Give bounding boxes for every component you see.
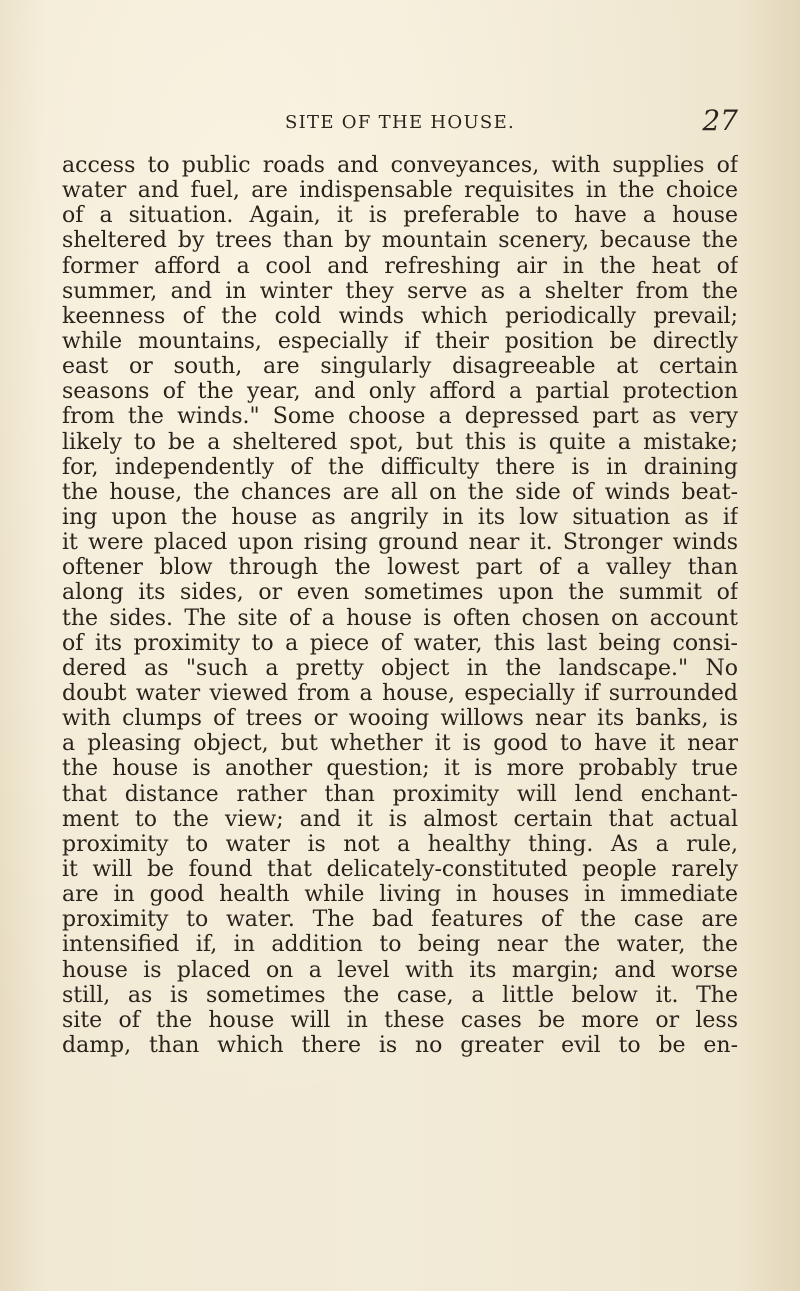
text-line: east or south, are singularly disagreeable at certain: [62, 354, 738, 380]
text-line: dered as "such a pretty object in the landscape." No: [62, 655, 738, 681]
text-line: are in good health while living in houses in immediate: [62, 882, 738, 908]
text-line: likely to be a sheltered spot, but this is quite a mistake;: [62, 429, 738, 455]
text-line: of a situation. Again, it is preferable to have a house: [62, 203, 738, 229]
text-line: water and fuel, are indispensable requisites in the choice: [62, 178, 738, 204]
text-line: house is placed on a level with its margin; and worse: [62, 957, 738, 983]
text-line: doubt water viewed from a house, especially if surrounded: [62, 680, 738, 706]
page-number: 27: [702, 104, 738, 137]
text-line: access to public roads and conveyances, with supplies of: [62, 153, 738, 178]
text-line: from the winds." Some choose a depressed part as very: [62, 404, 738, 430]
text-line: oftener blow through the lowest part of a valley than: [62, 555, 738, 581]
text-line: it will be found that delicately-constituted people rarely: [62, 856, 738, 882]
text-line: site of the house will in these cases be more or less: [62, 1007, 738, 1033]
text-line: summer, and in winter they serve as a shelter from the: [62, 278, 738, 304]
text-line: damp, than which there is no greater evil to be en-: [62, 1032, 738, 1058]
text-line: while mountains, especially if their position be directly: [62, 328, 738, 354]
running-head: SITE OF THE HOUSE.: [284, 112, 516, 133]
page-header: [62, 104, 738, 140]
text-line: proximity to water is not a healthy thing. As a rule,: [62, 831, 738, 857]
text-line: ment to the view; and it is almost certain that actual: [62, 806, 738, 832]
text-line: along its sides, or even sometimes upon the summit of: [62, 580, 738, 606]
text-line: proximity to water. The bad features of the case are: [62, 907, 738, 933]
text-line: ing upon the house as angrily in its low situation as if: [62, 504, 738, 530]
body-text: [62, 153, 738, 1058]
text-line: it were placed upon rising ground near it. Stronger winds: [62, 530, 738, 556]
text-line: still, as is sometimes the case, a little below it. The: [62, 982, 738, 1008]
text-line: a pleasing object, but whether it is good to have it near: [62, 731, 738, 757]
text-line: the house, the chances are all on the side of winds beat-: [62, 479, 738, 505]
text-line: the sides. The site of a house is often chosen on account: [62, 605, 738, 631]
text-line: former afford a cool and refreshing air in the heat of: [62, 253, 738, 279]
text-line: seasons of the year, and only afford a partial protection: [62, 379, 738, 405]
text-line: intensified if, in addition to being near the water, the: [62, 932, 738, 958]
text-line: keenness of the cold winds which periodically prevail;: [62, 303, 738, 329]
text-line: the house is another question; it is more probably true: [62, 756, 738, 782]
text-line: with clumps of trees or wooing willows near its banks, is: [62, 706, 738, 732]
text-line: of its proximity to a piece of water, this last being consi-: [62, 630, 738, 656]
text-line: sheltered by trees than by mountain scenery, because the: [62, 228, 738, 254]
text-line: for, independently of the difficulty there is in draining: [62, 454, 738, 480]
text-line: that distance rather than proximity will lend enchant-: [62, 781, 738, 807]
